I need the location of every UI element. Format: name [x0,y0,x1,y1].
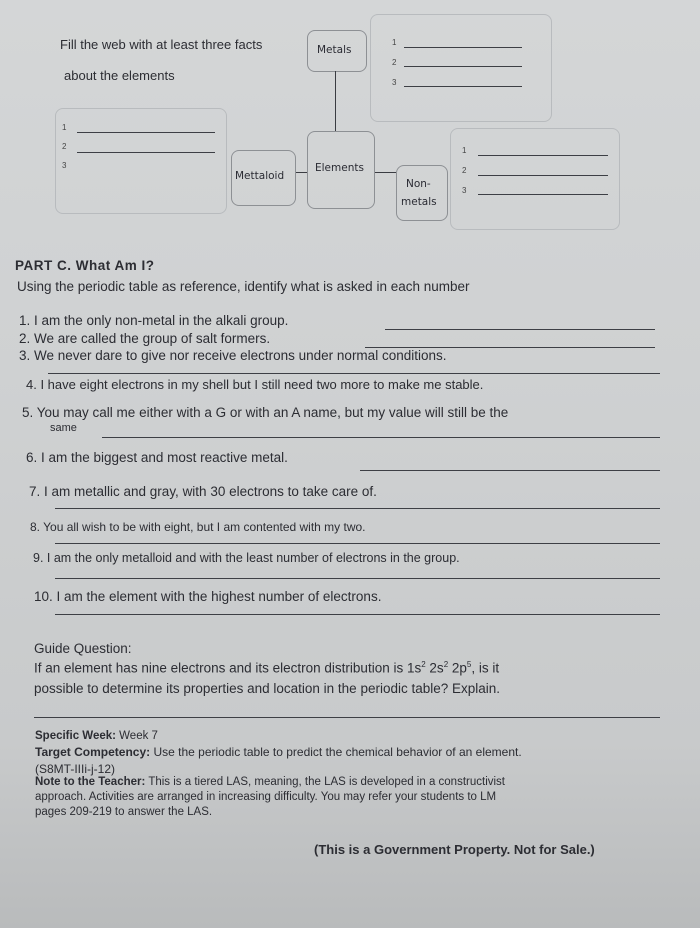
answer-blank-7[interactable] [55,508,660,509]
question-5: 5. You may call me either with a G or with an A name, but my value will still be the [22,405,509,420]
question-9: 9. I am the only metalloid and with the least number of electrons in the group. [33,551,460,565]
teacher-note-line3: pages 209-219 to answer the LAS. [35,806,213,818]
specific-week-value: Week 7 [115,730,158,742]
competency-code: (S8MT-IIIi-j-12) [35,762,116,776]
teacher-note-line2: approach. Activities are arranged in increasing difficulty. You may refer your students to LM [35,791,497,803]
connector-metalloid [295,172,307,173]
metalloid-fact-blank-2[interactable] [77,152,215,153]
guide-text-b: , is it [471,660,500,676]
metalloid-node [231,150,296,206]
question-3: 3. We never dare to give nor receive electrons under normal conditions. [19,348,447,363]
answer-blank-1[interactable] [385,329,655,330]
guide-question-line2: possible to determine its properties and location in the periodic table? Explain. [34,681,501,696]
nonmetals-fact-num-1: 1 [462,146,467,155]
answer-blank-3[interactable] [48,373,660,374]
web-instruction-line2: about the elements [64,68,175,83]
connector-nonmetals [374,172,396,173]
metalloid-label: Mettaloid [235,170,285,182]
elements-label: Elements [315,162,364,174]
web-instruction-line1: Fill the web with at least three facts [60,37,263,52]
nonmetals-node [396,165,448,221]
question-6: 6. I am the biggest and most reactive metal. [26,450,288,465]
part-c-title: PART C. What Am I? [15,258,155,273]
answer-blank-9[interactable] [55,578,660,579]
guide-sup-1: 2 [421,660,426,669]
question-7: 7. I am metallic and gray, with 30 electrons to take care of. [29,484,377,499]
metalloid-fact-num-1: 1 [62,123,67,132]
metals-node [307,30,367,72]
question-4: 4. I have eight electrons in my shell but I still need two more to make me stable. [26,377,484,392]
connector-metals [335,71,336,131]
note-text-1: This is a tiered LAS, meaning, the LAS is developed in a constructivist [145,776,506,788]
elements-node [307,131,375,209]
specific-week [35,730,158,742]
nonmetals-label-line1: Non- [406,178,431,190]
nonmetals-label-line2: metals [401,196,437,208]
answer-blank-6[interactable] [360,470,660,471]
metals-fact-blank-1[interactable] [404,47,522,48]
answer-blank-8[interactable] [55,543,660,544]
target-competency [35,745,522,759]
question-1: 1. I am the only non-metal in the alkali group. [19,313,289,328]
nonmetals-fact-blank-3[interactable] [478,194,608,195]
metalloid-fact-num-3: 3 [62,161,67,170]
competency-text: Use the periodic table to predict the chemical behavior of an element. [150,745,522,759]
nonmetals-fact-blank-2[interactable] [478,175,608,176]
metals-fact-num-3: 3 [392,78,397,87]
nonmetals-fact-num-3: 3 [462,186,467,195]
government-property-note: (This is a Government Property. Not for Sale.) [314,842,595,857]
metals-fact-blank-3[interactable] [404,86,522,87]
nonmetals-fact-blank-1[interactable] [478,155,608,156]
question-5-continued: same [50,422,77,434]
note-label: Note to the Teacher: [35,776,146,788]
guide-answer-blank[interactable] [34,717,660,718]
specific-week-label: Specific Week: [35,730,116,742]
question-8: 8. You all wish to be with eight, but I am contented with my two. [30,520,366,534]
answer-blank-10[interactable] [55,614,660,615]
guide-sup-3: 5 [466,660,472,669]
question-2: 2. We are called the group of salt formers. [19,331,271,346]
nonmetals-facts-box [450,128,620,230]
metals-fact-blank-2[interactable] [404,66,522,67]
guide-heading: Guide Question: [34,641,132,656]
part-c-instruction: Using the periodic table as reference, identify what is asked in each number [17,279,470,294]
teacher-note-line1 [35,776,505,788]
guide-sup-2: 2 [443,660,449,669]
guide-text-mid2: 2p [448,660,467,676]
guide-text-a: If an element has nine electrons and its electron distribution is 1s [34,660,422,676]
guide-text-mid1: 2s [425,660,444,676]
guide-question-line1 [34,660,499,676]
metalloid-fact-num-2: 2 [62,142,67,151]
nonmetals-fact-num-2: 2 [462,166,467,175]
metalloid-fact-blank-1[interactable] [77,132,215,133]
metals-fact-num-2: 2 [392,58,397,67]
question-10: 10. I am the element with the highest number of electrons. [34,589,382,604]
metalloid-facts-box [55,108,227,214]
competency-label: Target Competency: [35,745,151,759]
metals-fact-num-1: 1 [392,38,397,47]
metals-facts-box [370,14,552,122]
answer-blank-5[interactable] [102,437,660,438]
metals-label: Metals [317,44,352,56]
